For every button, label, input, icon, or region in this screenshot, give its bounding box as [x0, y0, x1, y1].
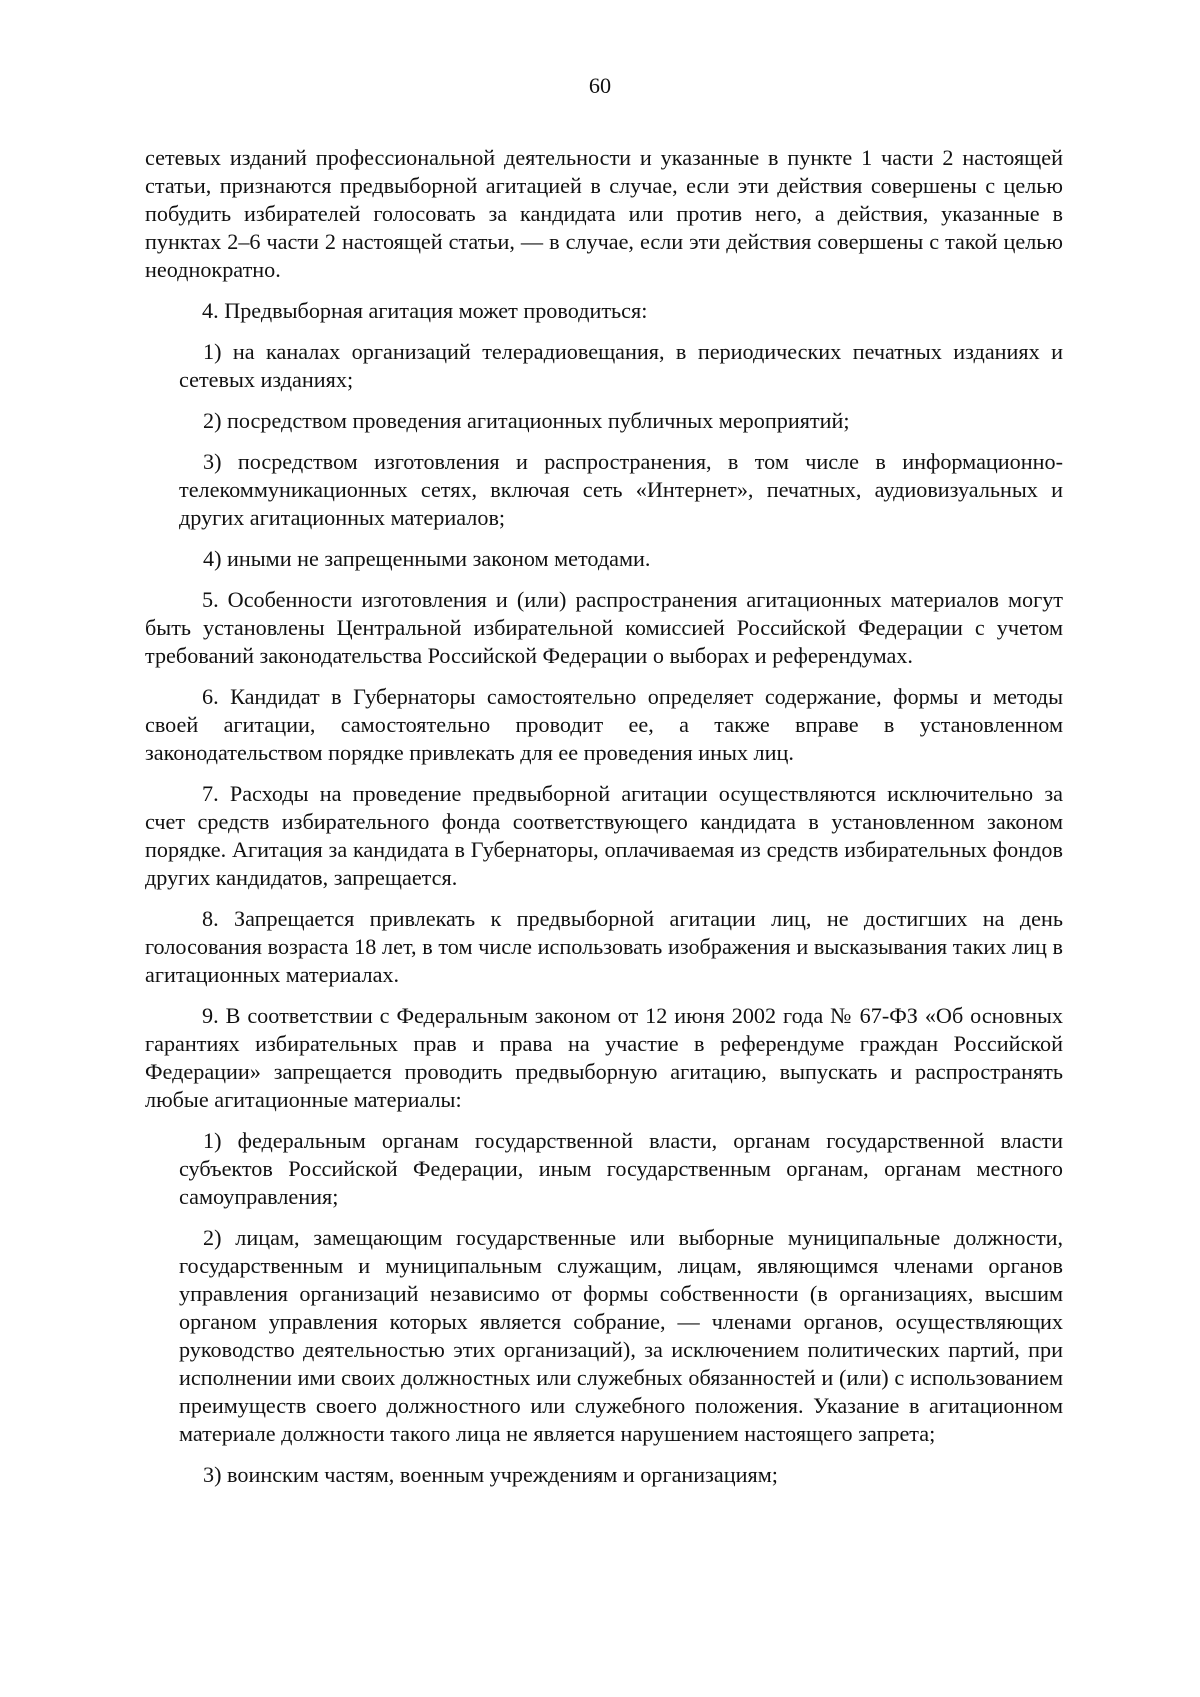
paragraph-9: 9. В соответствии с Федеральным законом от 12 июня 2002 года № 67-ФЗ «Об основных гарантиях избирательных прав и права на участие в референдуме граждан Российской Федерации» запрещается проводить предвыборную агитацию, выпускать и распространять любые агитационные материалы:: [145, 1003, 1063, 1112]
paragraph-8: 8. Запрещается привлекать к предвыборной агитации лиц, не достигших на день голосования возраста 18 лет, в том числе использовать изображения и высказывания таких лиц в агитационных материалах.: [145, 906, 1063, 987]
document-body: [145, 144, 1063, 1489]
list-item-9-1: 1) федеральным органам государственной власти, органам государственной власти субъектов Российской Федерации, иным государственным органам, органам местного самоуправления;: [179, 1128, 1063, 1209]
list-item-4-4: 4) иными не запрещенными законом методами.: [203, 546, 651, 571]
list-item-4-3: 3) посредством изготовления и распространения, в том числе в информационно-телекоммуникационных сетях, включая сеть «Интернет», печатных, аудиовизуальных и других агитационных материалов;: [179, 449, 1063, 530]
paragraph-5: 5. Особенности изготовления и (или) распространения агитационных материалов могут быть установлены Центральной избирательной комиссией Российской Федерации с учетом требований законодательства Российской Федерации о выборах и референдумах.: [145, 587, 1063, 668]
list-item-9-2: 2) лицам, замещающим государственные или выборные муниципальные должности, государственным и муниципальным служащим, лицам, являющимся членами органов управления организаций независимо от формы собственности (в организациях, высшим органом управления которых является собрание, — членами органов, осуществляющих руководство деятельностью этих организаций), за исключением политических партий, при исполнении ими своих должностных или служебных обязанностей и (или) с использованием преимуществ своего должностного или служебного положения. Указание в агитационном материале должности такого лица не является нарушением настоящего запрета;: [179, 1225, 1063, 1446]
page-number: 60: [588, 73, 612, 98]
list-item-4-2: 2) посредством проведения агитационных публичных мероприятий;: [203, 408, 850, 433]
paragraph-6: 6. Кандидат в Губернаторы самостоятельно определяет содержание, формы и методы своей агитации, самостоятельно проводит ее, а также вправе в установленном законодательством порядке привлекать для ее проведения иных лиц.: [145, 684, 1063, 765]
paragraph-4: 4. Предвыборная агитация может проводиться:: [202, 298, 648, 323]
list-item-4-1: 1) на каналах организаций телерадиовещания, в периодических печатных изданиях и сетевых изданиях;: [179, 339, 1063, 392]
paragraph-continuation: сетевых изданий профессиональной деятельности и указанные в пункте 1 части 2 настоящей статьи, признаются предвыборной агитацией в случае, если эти действия совершены с целью побудить избирателей голосовать за кандидата или против него, а действия, указанные в пунктах 2–6 части 2 настоящей статьи, — в случае, если эти действия совершены с такой целью неоднократно.: [145, 145, 1063, 282]
paragraph-7: 7. Расходы на проведение предвыборной агитации осуществляются исключительно за счет средств избирательного фонда соответствующего кандидата в установленном законом порядке. Агитация за кандидата в Губернаторы, оплачиваемая из средств избирательных фондов других кандидатов, запрещается.: [145, 781, 1063, 890]
list-item-9-3: 3) воинским частям, военным учреждениям и организациям;: [203, 1462, 778, 1487]
